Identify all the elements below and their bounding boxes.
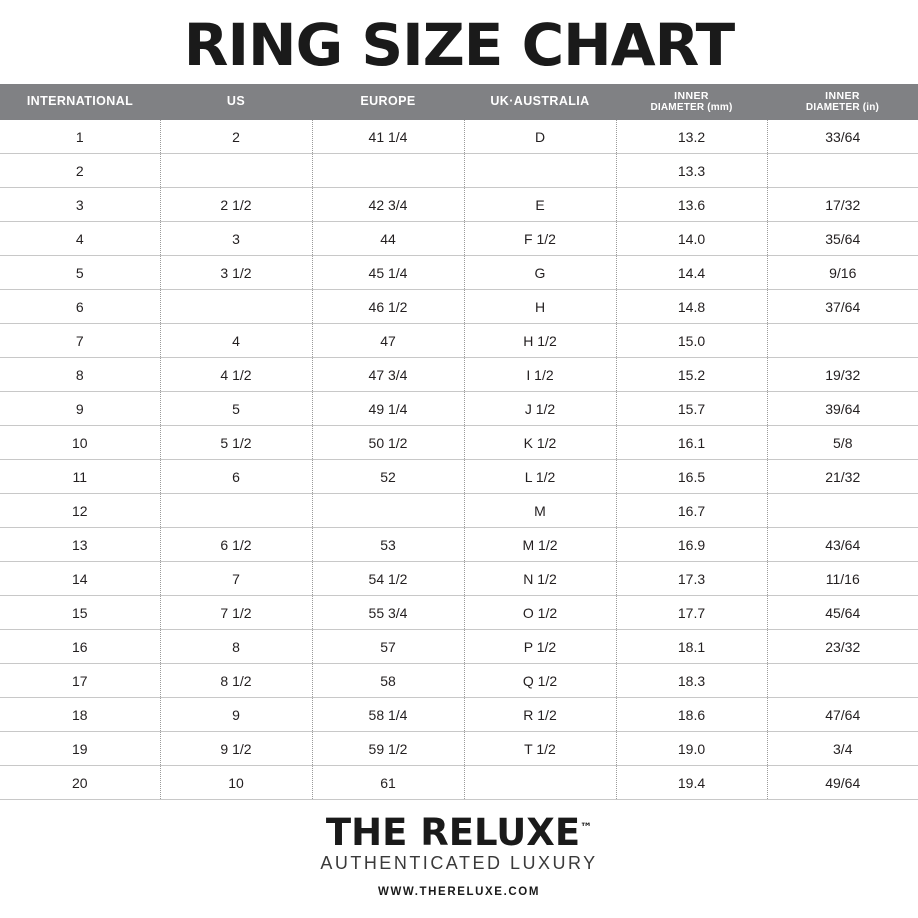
table-row	[0, 324, 918, 358]
cell-europe: 54 1/2	[312, 562, 464, 596]
cell-us: 3 1/2	[160, 256, 312, 290]
table-row	[0, 562, 918, 596]
cell-diameter-mm: 19.0	[616, 732, 767, 766]
cell-diameter-in: 37/64	[767, 290, 918, 324]
table-row	[0, 188, 918, 222]
cell-uk-australia: F 1/2	[464, 222, 616, 256]
cell-diameter-mm: 15.0	[616, 324, 767, 358]
cell-uk-australia: J 1/2	[464, 392, 616, 426]
table-row	[0, 732, 918, 766]
table-row	[0, 698, 918, 732]
table-body	[0, 120, 918, 800]
cell-us: 5 1/2	[160, 426, 312, 460]
cell-us	[160, 154, 312, 188]
cell-diameter-in: 45/64	[767, 596, 918, 630]
cell-europe: 59 1/2	[312, 732, 464, 766]
cell-europe: 45 1/4	[312, 256, 464, 290]
cell-diameter-in: 23/32	[767, 630, 918, 664]
table-row	[0, 460, 918, 494]
cell-international: 8	[0, 358, 160, 392]
cell-diameter-in	[767, 324, 918, 358]
cell-uk-australia	[464, 766, 616, 800]
cell-uk-australia: G	[464, 256, 616, 290]
cell-us: 9	[160, 698, 312, 732]
cell-us: 6 1/2	[160, 528, 312, 562]
cell-diameter-mm: 18.3	[616, 664, 767, 698]
table-row	[0, 596, 918, 630]
table-row	[0, 154, 918, 188]
table-row	[0, 256, 918, 290]
cell-europe: 49 1/4	[312, 392, 464, 426]
cell-diameter-mm: 14.4	[616, 256, 767, 290]
cell-diameter-mm: 13.6	[616, 188, 767, 222]
cell-diameter-in: 21/32	[767, 460, 918, 494]
cell-diameter-mm: 15.2	[616, 358, 767, 392]
cell-diameter-mm: 19.4	[616, 766, 767, 800]
cell-diameter-in: 3/4	[767, 732, 918, 766]
column-header-inner-diameter-in: INNER DIAMETER (in)	[767, 84, 918, 120]
column-header-inner-diameter-mm: INNER DIAMETER (mm)	[616, 84, 767, 120]
table-row	[0, 664, 918, 698]
cell-uk-australia	[464, 154, 616, 188]
cell-international: 16	[0, 630, 160, 664]
cell-diameter-in: 33/64	[767, 120, 918, 154]
cell-europe: 47 3/4	[312, 358, 464, 392]
cell-uk-australia: K 1/2	[464, 426, 616, 460]
cell-us: 7 1/2	[160, 596, 312, 630]
cell-international: 4	[0, 222, 160, 256]
cell-europe	[312, 494, 464, 528]
ring-size-table	[0, 84, 918, 800]
cell-uk-australia: H 1/2	[464, 324, 616, 358]
cell-europe: 41 1/4	[312, 120, 464, 154]
cell-us	[160, 494, 312, 528]
cell-international: 7	[0, 324, 160, 358]
cell-diameter-in	[767, 154, 918, 188]
cell-uk-australia: Q 1/2	[464, 664, 616, 698]
cell-europe: 46 1/2	[312, 290, 464, 324]
cell-uk-australia: O 1/2	[464, 596, 616, 630]
cell-us: 9 1/2	[160, 732, 312, 766]
cell-international: 19	[0, 732, 160, 766]
brand-tagline: AUTHENTICATED LUXURY	[320, 853, 598, 874]
cell-uk-australia: D	[464, 120, 616, 154]
cell-us: 8 1/2	[160, 664, 312, 698]
cell-diameter-in: 17/32	[767, 188, 918, 222]
table-header	[0, 84, 918, 120]
cell-europe: 58 1/4	[312, 698, 464, 732]
cell-diameter-mm: 17.7	[616, 596, 767, 630]
cell-diameter-mm: 15.7	[616, 392, 767, 426]
cell-diameter-mm: 14.0	[616, 222, 767, 256]
table-row	[0, 290, 918, 324]
cell-uk-australia: E	[464, 188, 616, 222]
cell-diameter-in	[767, 664, 918, 698]
website-url: WWW.THERELUXE.COM	[378, 886, 540, 899]
cell-diameter-in: 9/16	[767, 256, 918, 290]
page-title: RING SIZE CHART	[183, 11, 735, 79]
brand-logo	[325, 811, 593, 855]
cell-international: 6	[0, 290, 160, 324]
cell-us: 7	[160, 562, 312, 596]
cell-diameter-in: 39/64	[767, 392, 918, 426]
cell-international: 18	[0, 698, 160, 732]
brand-name: THE RELUXE	[325, 811, 581, 855]
cell-europe: 55 3/4	[312, 596, 464, 630]
cell-international: 3	[0, 188, 160, 222]
cell-diameter-mm: 13.3	[616, 154, 767, 188]
cell-europe: 47	[312, 324, 464, 358]
cell-diameter-in: 5/8	[767, 426, 918, 460]
table-row	[0, 358, 918, 392]
cell-uk-australia: I 1/2	[464, 358, 616, 392]
cell-uk-australia: T 1/2	[464, 732, 616, 766]
cell-europe: 57	[312, 630, 464, 664]
cell-diameter-in	[767, 494, 918, 528]
cell-international: 11	[0, 460, 160, 494]
cell-diameter-mm: 18.6	[616, 698, 767, 732]
cell-diameter-in: 49/64	[767, 766, 918, 800]
cell-us: 2	[160, 120, 312, 154]
table-row	[0, 426, 918, 460]
cell-europe: 42 3/4	[312, 188, 464, 222]
cell-us: 2 1/2	[160, 188, 312, 222]
table-header-row	[0, 84, 918, 120]
cell-diameter-in: 19/32	[767, 358, 918, 392]
cell-europe: 52	[312, 460, 464, 494]
cell-international: 13	[0, 528, 160, 562]
cell-uk-australia: N 1/2	[464, 562, 616, 596]
cell-diameter-mm: 17.3	[616, 562, 767, 596]
cell-uk-australia: R 1/2	[464, 698, 616, 732]
cell-europe: 61	[312, 766, 464, 800]
cell-europe	[312, 154, 464, 188]
cell-us: 3	[160, 222, 312, 256]
column-header-us: US	[160, 84, 312, 120]
cell-us	[160, 290, 312, 324]
cell-diameter-in: 11/16	[767, 562, 918, 596]
cell-us: 6	[160, 460, 312, 494]
table-row	[0, 528, 918, 562]
cell-us: 5	[160, 392, 312, 426]
cell-diameter-mm: 14.8	[616, 290, 767, 324]
cell-diameter-mm: 16.9	[616, 528, 767, 562]
cell-international: 9	[0, 392, 160, 426]
column-header-international: INTERNATIONAL	[0, 84, 160, 120]
cell-diameter-mm: 16.7	[616, 494, 767, 528]
cell-diameter-mm: 16.5	[616, 460, 767, 494]
cell-europe: 50 1/2	[312, 426, 464, 460]
cell-diameter-mm: 16.1	[616, 426, 767, 460]
cell-diameter-in: 47/64	[767, 698, 918, 732]
trademark-symbol: ™	[580, 820, 593, 835]
cell-uk-australia: L 1/2	[464, 460, 616, 494]
column-header-uk-australia: UK·AUSTRALIA	[464, 84, 616, 120]
cell-diameter-mm: 13.2	[616, 120, 767, 154]
cell-international: 5	[0, 256, 160, 290]
cell-europe: 53	[312, 528, 464, 562]
table-row	[0, 766, 918, 800]
table-row	[0, 494, 918, 528]
footer	[0, 811, 918, 899]
cell-international: 1	[0, 120, 160, 154]
cell-us: 4	[160, 324, 312, 358]
cell-us: 10	[160, 766, 312, 800]
table-row	[0, 222, 918, 256]
cell-europe: 58	[312, 664, 464, 698]
table-row	[0, 392, 918, 426]
cell-diameter-mm: 18.1	[616, 630, 767, 664]
table-row	[0, 120, 918, 154]
column-header-europe: EUROPE	[312, 84, 464, 120]
cell-international: 20	[0, 766, 160, 800]
cell-diameter-in: 35/64	[767, 222, 918, 256]
table-row	[0, 630, 918, 664]
cell-diameter-in: 43/64	[767, 528, 918, 562]
cell-europe: 44	[312, 222, 464, 256]
cell-uk-australia: P 1/2	[464, 630, 616, 664]
cell-international: 2	[0, 154, 160, 188]
cell-uk-australia: H	[464, 290, 616, 324]
cell-uk-australia: M	[464, 494, 616, 528]
cell-international: 10	[0, 426, 160, 460]
cell-international: 17	[0, 664, 160, 698]
cell-us: 4 1/2	[160, 358, 312, 392]
cell-international: 15	[0, 596, 160, 630]
cell-uk-australia: M 1/2	[464, 528, 616, 562]
cell-international: 14	[0, 562, 160, 596]
cell-us: 8	[160, 630, 312, 664]
cell-international: 12	[0, 494, 160, 528]
